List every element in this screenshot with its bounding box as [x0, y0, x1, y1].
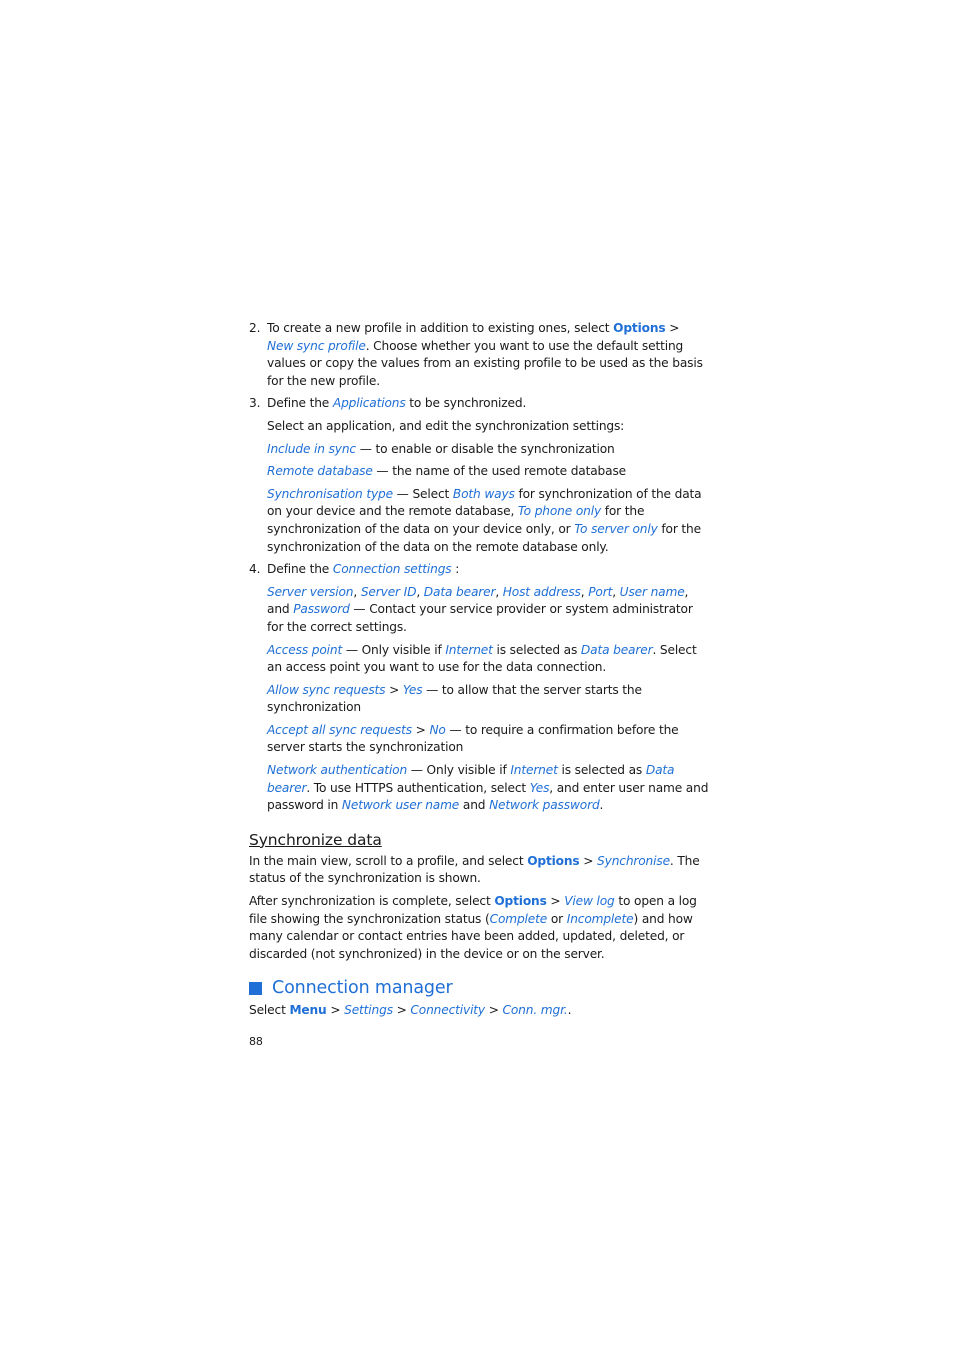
applications-term: Applications: [332, 396, 406, 411]
sync-paragraph-2: After synchronization is complete, select Options > View log to open a log file showing the synchronization status (Complete or Incomplete) and how many calendar or contact entries have been added, updated, deleted, or discarded (not synchronized) in the device or on the server.: [249, 894, 697, 961]
list-number: 4.: [249, 562, 261, 577]
server-settings-desc: Server version, Server ID, Data bearer, Host address, Port, User name, and Password — Contact your service provider or system administrator for the correct settings.: [267, 584, 693, 634]
list-item-3: 3. Define the Applications to be synchronized.: [249, 395, 709, 413]
square-bullet-icon: [249, 982, 262, 995]
network-auth-desc: Network authentication — Only visible if Internet is selected as Data bearer. To use HTTPS authentication, select Yes, and enter user name and password in Network user name and Network password.: [267, 763, 709, 813]
sync-paragraph-1: In the main view, scroll to a profile, and select Options > Synchronise. The status of the synchronization is shown.: [249, 853, 700, 886]
include-in-sync-desc: Include in sync — to enable or disable the synchronization: [267, 441, 615, 456]
connection-settings-term: Connection settings: [332, 562, 452, 577]
page-number: 88: [249, 1035, 263, 1048]
options-term: Options: [613, 321, 666, 335]
allow-sync-requests-desc: Allow sync requests > Yes — to allow that the server starts the synchronization: [267, 682, 642, 715]
page-content: [249, 320, 709, 1051]
new-sync-profile-term: New sync profile: [267, 338, 366, 353]
remote-database-desc: Remote database — the name of the used remote database: [267, 464, 627, 479]
list-item-2: 2. To create a new profile in addition to existing ones, select Options > New sync profile. Choose whether you want to use the default setting values or copy the values from an existing profile to be used as the basis for the new profile.: [249, 321, 703, 388]
accept-all-sync-requests-desc: Accept all sync requests > No — to require a confirmation before the server starts the synchronization: [267, 722, 679, 755]
access-point-desc: Access point — Only visible if Internet is selected as Data bearer. Select an access point you want to use for the data connection.: [267, 642, 697, 675]
connection-manager-heading: Connection manager: [249, 977, 709, 999]
list-item-4: 4. Define the Connection settings :: [249, 561, 709, 579]
list-number: 2.: [249, 321, 261, 335]
list-number: 3.: [249, 396, 261, 411]
app-intro: Select an application, and edit the synchronization settings:: [267, 418, 625, 433]
sync-type-desc: Synchronisation type — Select Both ways for synchronization of the data on your device and the remote database, To phone only for the synchronization of the data on your device only, or To server only for the synchronization of the data on the remote database only.: [267, 486, 702, 554]
conn-mgr-path: Select Menu > Settings > Connectivity > Conn. mgr..: [249, 1003, 572, 1018]
synchronize-data-heading: Synchronize data: [249, 830, 382, 849]
